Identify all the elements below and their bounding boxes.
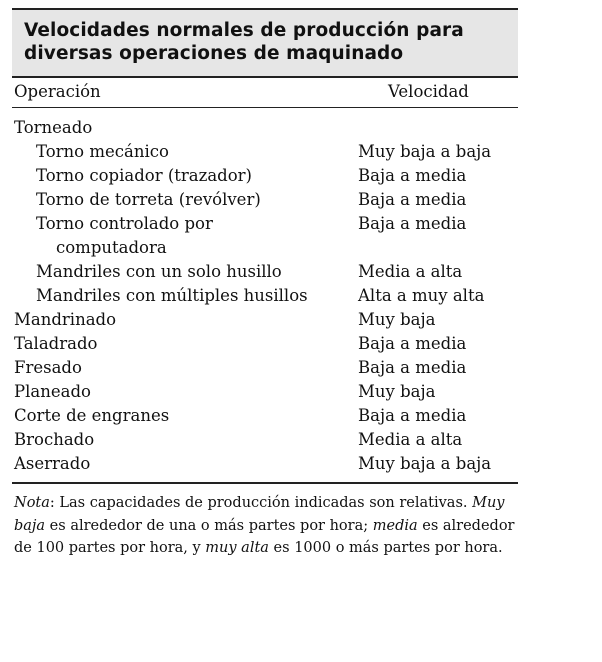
table-body <box>12 108 518 484</box>
speed-cell: Muy baja <box>358 382 436 401</box>
speed-cell: Baja a media <box>358 190 467 209</box>
table-note <box>12 492 520 560</box>
speed-cell: Baja a media <box>358 406 467 425</box>
table-row <box>12 212 518 260</box>
note-text-1: : Las capacidades de producción indicadas son relativas. <box>49 495 468 511</box>
table-row <box>12 260 518 284</box>
speed-cell: Muy baja a baja <box>358 454 492 473</box>
operation-cell-line-1: Torno controlado por <box>36 214 213 233</box>
table-header-row <box>12 76 518 108</box>
speed-cell: Baja a media <box>358 334 467 353</box>
table-row <box>12 356 518 380</box>
table-title-line-1: Velocidades normales de producción para <box>24 20 464 41</box>
note-term-muy-alta: muy alta <box>205 540 269 556</box>
operation-cell: Brochado <box>14 430 95 449</box>
table-row <box>12 452 518 476</box>
note-term-media: media <box>372 517 418 534</box>
table-row <box>12 428 518 452</box>
note-text-2: es alrededor de una o más partes por hora; <box>45 517 373 534</box>
table-row <box>12 188 518 212</box>
table-row <box>12 380 518 404</box>
operation-cell: Torneado <box>14 118 93 137</box>
speed-cell: Media a alta <box>358 262 463 281</box>
production-speed-table <box>12 8 518 560</box>
table-row <box>12 164 518 188</box>
note-term-muy-baja: Muy baja <box>14 495 505 534</box>
operation-cell: Aserrado <box>14 454 91 473</box>
operation-cell: Taladrado <box>14 334 98 353</box>
operation-cell: Mandriles con múltiples husillos <box>36 286 308 305</box>
operation-cell <box>36 212 366 260</box>
table-title-line-2: diversas operaciones de maquinado <box>24 43 404 64</box>
operation-cell: Torno de torreta (revólver) <box>36 190 261 209</box>
speed-cell: Baja a media <box>358 166 467 185</box>
table-row <box>12 116 518 140</box>
column-header-velocidad: Velocidad <box>388 82 469 101</box>
speed-cell: Baja a media <box>358 358 467 377</box>
table-row <box>12 284 518 308</box>
operation-cell: Fresado <box>14 358 82 377</box>
table-row <box>12 332 518 356</box>
operation-cell: Mandrinado <box>14 310 117 329</box>
speed-cell: Muy baja a baja <box>358 142 492 161</box>
operation-cell-line-2: computadora <box>56 238 167 257</box>
operation-cell: Torno copiador (trazador) <box>36 166 252 185</box>
note-text-4: es 1000 o más partes por hora. <box>268 540 503 556</box>
table-row <box>12 308 518 332</box>
speed-cell: Muy baja <box>358 310 436 329</box>
operation-cell: Corte de engranes <box>14 406 170 425</box>
operation-cell: Planeado <box>14 382 91 401</box>
note-label: Nota <box>14 495 50 511</box>
column-header-operacion: Operación <box>14 82 101 101</box>
table-title-box <box>12 8 518 76</box>
operation-cell: Mandriles con un solo husillo <box>36 262 282 281</box>
table-row <box>12 404 518 428</box>
table-title <box>24 19 506 65</box>
operation-cell: Torno mecánico <box>36 142 169 161</box>
speed-cell: Baja a media <box>358 214 467 233</box>
speed-cell: Alta a muy alta <box>358 286 485 305</box>
speed-cell: Media a alta <box>358 430 463 449</box>
table-row <box>12 140 518 164</box>
note-text-3: es alrededor de 100 partes por hora, y <box>14 517 515 556</box>
